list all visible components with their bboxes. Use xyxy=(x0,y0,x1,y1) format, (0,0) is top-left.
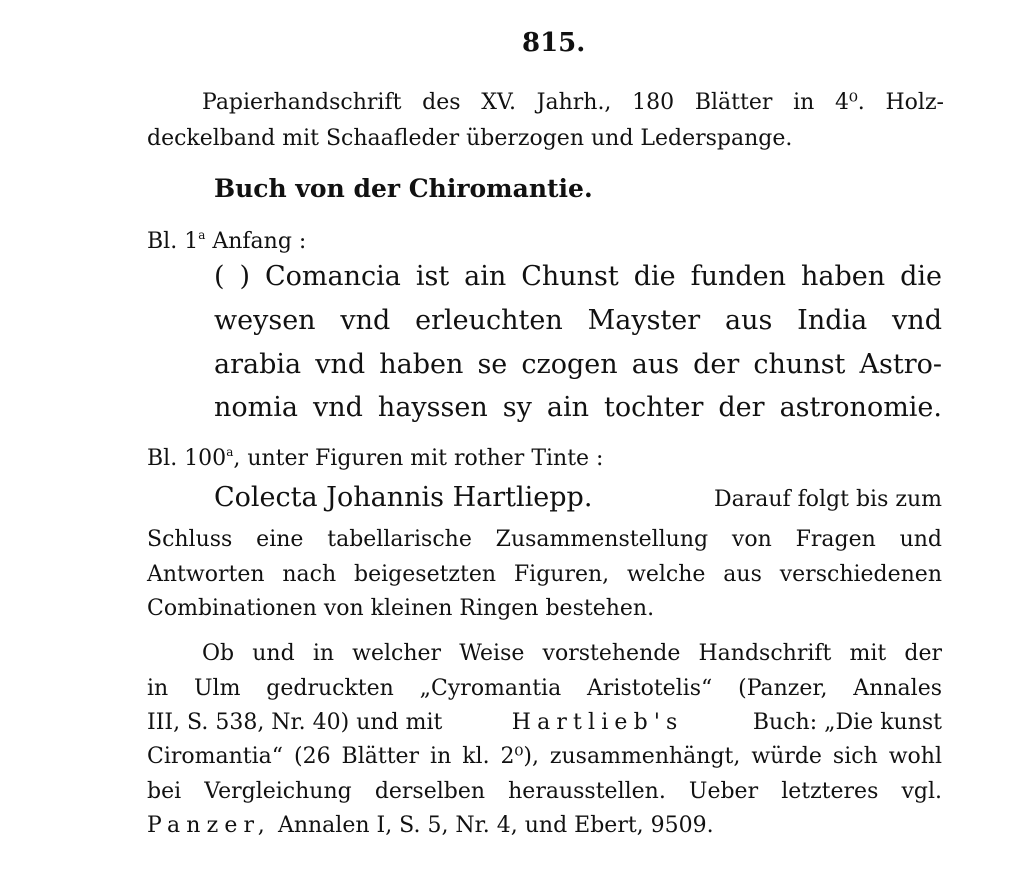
paragraph-line-1: Ob und in welcher Weise vorstehende Handschrift mit der xyxy=(202,641,942,666)
quote-line-2: weysen vnd erleuchten Mayster aus India vnd xyxy=(214,305,942,336)
paragraph-line-6-rest: Annalen I, S. 5, Nr. 4, und Ebert, 9509. xyxy=(277,813,714,838)
paragraph-line-6 xyxy=(147,813,714,838)
colecta-continuation: Darauf folgt bis zum xyxy=(713,487,942,512)
section2-label-prefix: Bl. 100 xyxy=(147,446,227,471)
quote-line-3: arabia vnd haben se czogen aus der chunst Astro- xyxy=(214,349,942,380)
section1-label-suffix: Anfang : xyxy=(205,229,307,254)
section1-label xyxy=(147,229,306,254)
page-number: 815. xyxy=(522,28,586,58)
colecta-title: Colecta Johannis Hartliepp. xyxy=(214,482,593,513)
description-line-2: deckelband mit Schaafleder überzogen und Lederspange. xyxy=(147,126,793,151)
paragraph-line-3-part-b: Buch: „Die kunst xyxy=(752,710,942,735)
section1-label-prefix: Bl. 1 xyxy=(147,229,199,254)
quote-line-4: nomia vnd hayssen sy ain tochter der astronomie. xyxy=(214,392,942,423)
paragraph-line-3 xyxy=(147,710,942,735)
quote-line-1: ( ) Comancia ist ain Chunst die funden haben die xyxy=(214,261,942,292)
manuscript-title: Buch von der Chiromantie. xyxy=(214,174,593,203)
author-name-hartlieb: Hartlieb's xyxy=(511,710,684,735)
section2-label-suffix: , unter Figuren mit rother Tinte : xyxy=(233,446,604,471)
section1-label-sup: a xyxy=(198,228,206,242)
paragraph-line-5: bei Vergleichung derselben herausstellen. Ueber letzteres vgl. xyxy=(147,779,942,804)
description-line-1: Papierhandschrift des XV. Jahrh., 180 Blätter in 4⁰. Holz- xyxy=(202,90,944,115)
section2-label-sup: a xyxy=(226,445,234,459)
paragraph-line-4: Ciromantia“ (26 Blätter in kl. 2⁰), zusammenhängt, würde sich wohl xyxy=(147,744,942,769)
author-name-panzer: Panzer, xyxy=(147,813,271,838)
paragraph-line-2: in Ulm gedruckten „Cyromantia Aristotelis“ (Panzer, Annales xyxy=(147,676,942,701)
section2-line-2: Antworten nach beigesetzten Figuren, welche aus verschiedenen xyxy=(147,562,942,587)
section2-label xyxy=(147,446,603,471)
section2-line-3: Combinationen von kleinen Ringen bestehen. xyxy=(147,596,655,621)
colecta-line xyxy=(214,482,942,513)
paragraph-line-3-part-a: III, S. 538, Nr. 40) und mit xyxy=(147,710,443,735)
section2-line-1: Schluss eine tabellarische Zusammenstellung von Fragen und xyxy=(147,527,942,552)
